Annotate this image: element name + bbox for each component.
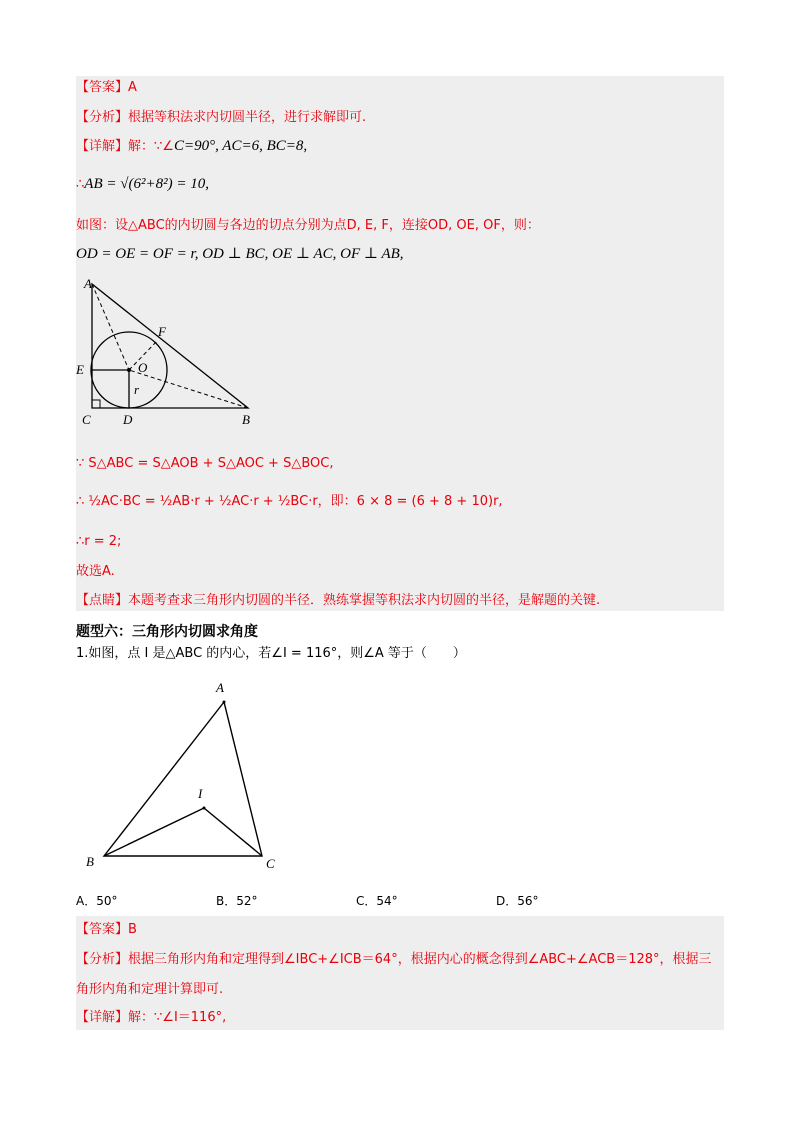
analysis2-text: 根据三角形内角和定理得到∠IBC+∠ICB＝64°，根据内心的概念得到∠ABC+∠ACB＝128°，根据三 (128, 952, 712, 967)
label-c: C (82, 412, 91, 427)
label-b: B (242, 412, 250, 427)
therefore-sign: ∴ (76, 177, 85, 192)
ab-math: AB = √(6²+8²) = 10, (84, 176, 209, 192)
question-text: 1.如图，点 I 是△ABC 的内心，若∠I = 116°，则∠A 等于（ ） (76, 646, 466, 661)
detail-math: C=90°, AC=6, BC=8, (173, 138, 308, 154)
perpendicular-line (76, 246, 404, 262)
answer-block-2 (76, 916, 724, 1030)
segment-ci (204, 808, 262, 856)
label-b2: B (86, 854, 94, 869)
answer-block-1 (76, 76, 724, 611)
triangle-abc (92, 284, 248, 408)
label-o: O (138, 360, 148, 375)
point-a (223, 701, 226, 704)
comment-text: 本题考查求三角形内切圆的半径．熟练掌握等积法求内切圆的半径，是解题的关键. (128, 593, 601, 608)
analysis2-line2 (76, 982, 223, 998)
right-angle-mark (92, 400, 100, 408)
answer-line (76, 80, 137, 96)
segment-ao (92, 284, 129, 370)
point-i (203, 807, 206, 810)
half-text: ∴ ½AC·BC = ½AB·r + ½AC·r + ½BC·r，即：6 × 8 = (6 + 8 + 10)r, (76, 494, 503, 509)
answer-value: A (128, 80, 137, 95)
label-a: A (84, 278, 92, 291)
detail2-label: 【详解】 (76, 1010, 129, 1025)
label-c2: C (266, 856, 275, 870)
analysis2-text2: 角形内角和定理计算即可. (76, 982, 224, 997)
section-title: 题型六：三角形内切圆求角度 (76, 624, 258, 640)
option-a[interactable]: A．50° (76, 894, 118, 908)
perpendicular-text: OD = OE = OF = r, OD ⊥ BC, OE ⊥ AC, OF ⊥ AB, (76, 246, 404, 262)
ab-line (76, 176, 209, 193)
detail-line (76, 138, 307, 155)
comment-label: 【点睛】 (76, 593, 129, 608)
analysis2-label: 【分析】 (76, 952, 129, 967)
label-i: I (198, 786, 203, 801)
analysis-label: 【分析】 (76, 110, 129, 125)
option-c[interactable]: C．54° (356, 894, 398, 908)
incenter-figure (82, 680, 302, 870)
segment-bo (129, 370, 248, 408)
comment-line (76, 593, 600, 609)
label-r: r (134, 382, 140, 397)
choice-text: 故选A. (76, 564, 115, 579)
half-equation (76, 494, 503, 510)
incircle-description (76, 218, 540, 234)
incircle-figure (76, 278, 266, 430)
analysis2-line (76, 952, 712, 968)
option-d[interactable]: D．56° (496, 894, 539, 908)
answer2-value: B (128, 922, 137, 937)
option-b[interactable]: B．52° (216, 894, 258, 908)
answer2-line (76, 922, 137, 938)
choice-line (76, 564, 115, 580)
detail-start: 解：∵∠ (128, 139, 174, 154)
label-e: E (76, 362, 84, 377)
incircle-text: 如图：设△ABC的内切圆与各边的切点分别为点D, E, F，连接OD, OE, OF，则： (76, 218, 540, 233)
label-a2: A (216, 680, 224, 695)
detail2-text: 解：∵∠I＝116°, (128, 1010, 227, 1025)
answer2-label: 【答案】 (76, 922, 129, 937)
detail-label: 【详解】 (76, 139, 129, 154)
answer-label: 【答案】 (76, 80, 129, 95)
r-text: ∴r = 2; (76, 534, 122, 549)
area-equation (76, 456, 333, 472)
area-text: ∵ S△ABC = S△AOB + S△AOC + S△BOC, (76, 456, 334, 471)
center-o (127, 368, 131, 372)
r-result (76, 534, 121, 550)
label-f: F (158, 324, 166, 339)
segment-bi (104, 808, 204, 856)
detail2-line (76, 1010, 226, 1026)
triangle-abc-2 (104, 702, 262, 856)
analysis-line (76, 110, 366, 126)
analysis-text: 根据等积法求内切圆半径，进行求解即可. (128, 110, 367, 125)
label-d: D (123, 412, 133, 427)
